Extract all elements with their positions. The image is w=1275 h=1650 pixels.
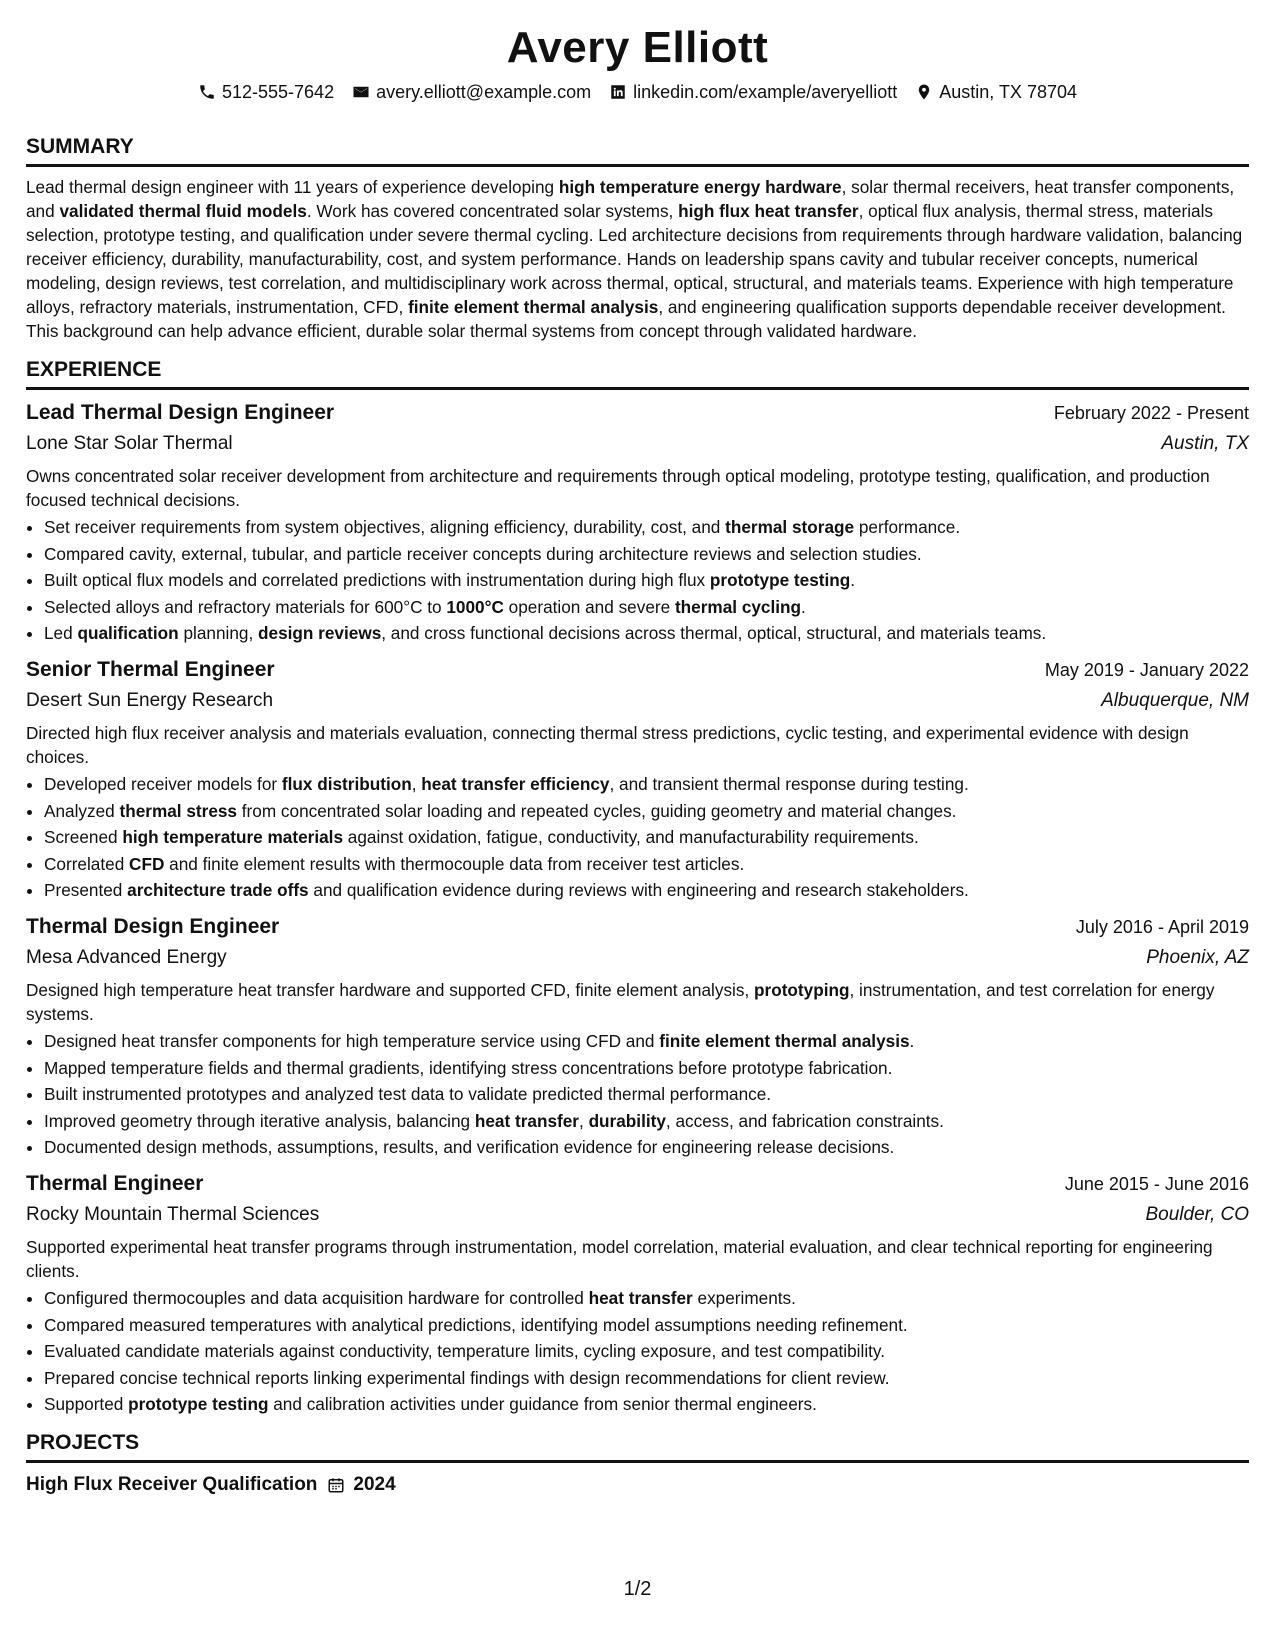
emphasis: prototyping — [754, 979, 850, 1000]
bullet-item: • Correlated CFD and finite element results with thermocouple data from receiver test articles. — [44, 851, 1249, 878]
contact-linkedin[interactable] — [609, 80, 897, 104]
company-name: Rocky Mountain Thermal Sciences — [26, 1203, 320, 1225]
bullet-item: • Evaluated candidate materials against conductivity, temperature limits, cycling exposure, and test compatibility. — [44, 1338, 1249, 1365]
bullet-item: • Documented design methods, assumptions, results, and verification evidence for engineering release decisions. — [44, 1134, 1249, 1161]
emphasis: 1000°C — [446, 596, 504, 617]
bullet-item: • Built instrumented prototypes and analyzed test data to validate predicted thermal performance. — [44, 1081, 1249, 1108]
job-subheader — [26, 687, 1249, 715]
emphasis: high flux heat transfer — [678, 201, 859, 221]
bullet-item: • Prepared concise technical reports linking experimental findings with design recommendations for client review. — [44, 1365, 1249, 1392]
job-bullets — [26, 1028, 1249, 1161]
job-list — [26, 398, 1249, 1418]
emphasis: design reviews — [258, 623, 382, 644]
email-text: avery.elliott@example.com — [376, 82, 592, 102]
emphasis: thermal cycling — [674, 596, 802, 617]
location-text: Austin, TX 78704 — [939, 82, 1077, 102]
page-number: 1/2 — [623, 1578, 652, 1600]
job-description: Owns concentrated solar receiver development from architecture and requirements through optical modeling, prototype testing, qualification, and production focused technical decisions. — [26, 466, 1210, 510]
job-description: Designed high temperature heat transfer hardware and supported CFD, finite element analysis, prototyping, instrumentation, and test correlation for energy systems. — [26, 979, 1215, 1024]
job-subheader — [26, 944, 1249, 972]
emphasis: architecture trade offs — [127, 880, 309, 901]
bullet-item: • Screened high temperature materials against oxidation, fatigue, conductivity, and manufacturability requirements. — [44, 824, 1249, 851]
bullet-item: • Compared cavity, external, tubular, and particle receiver concepts during architecture reviews and selection studies. — [44, 541, 1249, 568]
linkedin-icon — [609, 83, 627, 101]
project-year — [327, 1474, 395, 1496]
job-location: Phoenix, AZ — [1146, 946, 1249, 968]
bullet-item: • Selected alloys and refractory materials for 600°C to 1000°C operation and severe thermal cycling. — [44, 594, 1249, 621]
job-location: Austin, TX — [1161, 433, 1249, 454]
job-dates: June 2015 - June 2016 — [1064, 1173, 1249, 1194]
candidate-name: Avery Elliott — [506, 23, 769, 72]
job-header — [26, 1169, 1249, 1199]
experience-section — [26, 357, 1249, 1418]
job-dates: July 2016 - April 2019 — [1075, 916, 1249, 937]
bullet-item: • Built optical flux models and correlated predictions with instrumentation during high flux prototype testing. — [44, 567, 1249, 594]
bullet-item: • Set receiver requirements from system objectives, aligning efficiency, durability, cost, and thermal storage performance. — [44, 514, 1249, 541]
bullet-item: • Compared measured temperatures with analytical predictions, identifying model assumptions needing refinement. — [44, 1312, 1249, 1339]
contact-phone[interactable] — [198, 80, 334, 104]
job-dates: February 2022 - Present — [1053, 403, 1249, 423]
emphasis: flux distribution — [281, 773, 412, 794]
project-item — [26, 1471, 1249, 1499]
bullet-item: • Analyzed thermal stress from concentrated solar loading and repeated cycles, guiding geometry and material changes. — [44, 798, 1249, 825]
job-bullets — [26, 1285, 1249, 1418]
job-header — [26, 398, 1249, 428]
job-dates: May 2019 - January 2022 — [1044, 659, 1249, 680]
job-bullets — [26, 514, 1249, 647]
linkedin-text: linkedin.com/example/averyelliott — [633, 82, 898, 102]
company-name: Desert Sun Energy Research — [26, 689, 274, 711]
job-title: Thermal Engineer — [26, 1171, 204, 1195]
summary-text: Lead thermal design engineer with 11 years of experience developing high temperature energy hardware, solar thermal receivers, heat transfer components, and validated thermal fluid models. Work has covered concentrated solar systems, high flux heat transfer, optical flux analysis, thermal stress, materials selection, prototype testing, and qualification under severe thermal cycling. Led architecture decisions from requirements through hardware validation, balancing receiver efficiency, durability, manufacturability, cost, and system performance. Hands on leadership spans cavity and tubular receiver concepts, numerical modeling, design reviews, test correlation, and multidisciplinary work across thermal, optical, structural, and materials teams. Experience with high temperature alloys, refractory materials, instrumentation, CFD, finite element thermal analysis, and engineering qualification supports dependable receiver development. This background can help advance efficient, durable solar thermal systems from concept through validated hardware. — [26, 177, 1243, 341]
projects-section — [26, 1430, 1249, 1499]
job-title: Thermal Design Engineer — [26, 914, 280, 938]
project-title: High Flux Receiver Qualification — [26, 1473, 318, 1495]
job-bullets — [26, 771, 1249, 904]
emphasis: finite element thermal analysis — [408, 297, 659, 317]
emphasis: CFD — [129, 853, 165, 874]
emphasis: heat transfer — [474, 1110, 579, 1131]
emphasis: heat transfer — [588, 1287, 693, 1308]
summary-section — [26, 134, 1249, 343]
job-entry — [26, 1169, 1249, 1418]
contact-email[interactable] — [352, 80, 591, 104]
job-header — [26, 655, 1249, 685]
bullet-item: • Improved geometry through iterative analysis, balancing heat transfer, durability, access, and fabrication constraints. — [44, 1108, 1249, 1135]
company-name: Lone Star Solar Thermal — [26, 433, 233, 454]
summary-heading: SUMMARY — [26, 134, 1249, 167]
job-entry — [26, 398, 1249, 647]
phone-icon — [198, 83, 216, 101]
emphasis: high temperature materials — [122, 827, 344, 848]
job-title: Lead Thermal Design Engineer — [26, 401, 335, 424]
bullet-item: • Mapped temperature fields and thermal gradients, identifying stress concentrations before prototype fabrication. — [44, 1055, 1249, 1082]
job-location: Boulder, CO — [1145, 1203, 1249, 1225]
bullet-item: • Led qualification planning, design reviews, and cross functional decisions across thermal, optical, structural, and materials teams. — [44, 620, 1249, 647]
bullet-item: • Configured thermocouples and data acquisition hardware for controlled heat transfer experiments. — [44, 1285, 1249, 1312]
project-year-text: 2024 — [353, 1473, 396, 1495]
job-location: Albuquerque, NM — [1101, 689, 1249, 711]
emphasis: finite element thermal analysis — [659, 1030, 910, 1051]
job-title: Senior Thermal Engineer — [26, 657, 275, 681]
projects-heading: PROJECTS — [26, 1430, 1249, 1463]
job-entry — [26, 912, 1249, 1161]
emphasis: durability — [588, 1110, 666, 1131]
emphasis: thermal stress — [119, 800, 237, 821]
phone-text: 512-555-7642 — [221, 82, 335, 102]
experience-heading: EXPERIENCE — [26, 357, 1249, 390]
job-description: Directed high flux receiver analysis and materials evaluation, connecting thermal stress predictions, cyclic testing, and experimental evidence with design choices. — [26, 722, 1189, 767]
emphasis: prototype testing — [128, 1394, 269, 1415]
job-header — [26, 912, 1249, 942]
job-description: Supported experimental heat transfer programs through instrumentation, model correlation, material evaluation, and clear technical reporting for engineering clients. — [26, 1236, 1213, 1281]
emphasis: qualification — [77, 623, 179, 644]
map-pin-icon — [915, 83, 933, 101]
bullet-item: • Developed receiver models for flux distribution, heat transfer efficiency, and transient thermal response during testing. — [44, 771, 1249, 798]
job-subheader — [26, 430, 1249, 458]
emphasis: heat transfer efficiency — [421, 773, 610, 794]
envelope-icon — [352, 83, 370, 101]
job-entry — [26, 655, 1249, 904]
bullet-item: • Designed heat transfer components for high temperature service using CFD and finite element thermal analysis. — [44, 1028, 1249, 1055]
emphasis: validated thermal fluid models — [59, 201, 307, 221]
emphasis: thermal storage — [725, 517, 855, 537]
resume-page — [26, 20, 1249, 1499]
bullet-item: • Supported prototype testing and calibration activities under guidance from senior thermal engineers. — [44, 1391, 1249, 1418]
calendar-icon — [327, 1476, 345, 1494]
bullet-item: • Presented architecture trade offs and qualification evidence during reviews with engineering and research stakeholders. — [44, 877, 1249, 904]
contact-bar — [26, 80, 1249, 104]
job-subheader — [26, 1201, 1249, 1229]
emphasis: prototype testing — [709, 570, 851, 591]
company-name: Mesa Advanced Energy — [26, 946, 227, 968]
emphasis: high temperature energy hardware — [558, 177, 842, 197]
contact-location — [915, 80, 1077, 104]
